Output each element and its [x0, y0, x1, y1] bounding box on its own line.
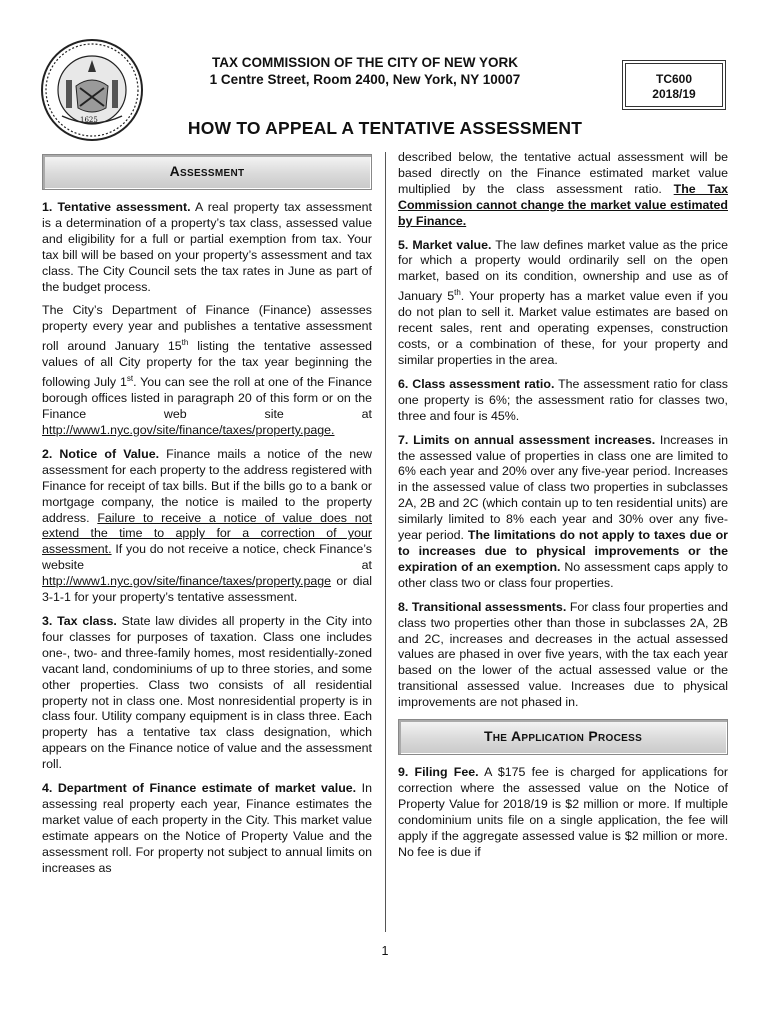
- section-heading-application-process: The Application Process: [398, 719, 728, 755]
- paragraph-7-heading: 7. Limits on annual assessment increases.: [398, 432, 656, 447]
- paragraph-1-heading: 1. Tentative assessment.: [42, 200, 191, 214]
- paragraph-3: 3. Tax class. State law divides all property in the City into four classes for purposes of taxation. Class one includes one-, two- and three-family homes, most residentially-zoned vacant land, condominiums of up to three stories, and some other properties. Class two consists of all residential property not in class one. Most nonresidential property is in class four. Utility company equipment is in class three. Each property has a tentative tax class designation, which appears on the Finance notice of value and the assessment roll.: [42, 614, 372, 772]
- paragraph-6-heading: 6. Class assessment ratio.: [398, 376, 555, 391]
- right-column: [398, 150, 728, 868]
- paragraph-3-heading: 3. Tax class.: [42, 614, 117, 628]
- org-address: 1 Centre Street, Room 2400, New York, NY 10007: [209, 72, 521, 87]
- paragraph-1b: The City’s Department of Finance (Finance) assesses property every year and publishes a tentative assessment roll around January 15th listing the tentative assessed values of all City property for the tax year beginning the following July 1st. You can see the roll at one of the Finance borough offices listed in paragraph 20 of this form or on the Finance web site at http://www1.nyc.gov/site/finance/taxes/property.page.: [42, 303, 373, 438]
- paragraph-5: 5. Market value. The law defines market value as the price for which a property would ordinarily sell on the open market, based on its condition, ownership and use as of January 5th. Your property has a market value even if you do not plan to sell it. Market value estimates are based on recent sales, rent and operating expenses, construction costs, or a combination of these, for your property and similar properties in the area.: [398, 237, 729, 367]
- paragraph-9-heading: 9. Filing Fee.: [398, 765, 479, 780]
- paragraph-4: 4. Department of Finance estimate of market value. In assessing real property each year, Finance estimates the market value of each property in the City. This market value estimate appears on the Notice of Property Value and the assessment roll. For property not subject to annual limits on increases as: [42, 781, 372, 875]
- paragraph-8-heading: 8. Transitional assessments.: [398, 599, 567, 614]
- left-column: [42, 150, 372, 885]
- section-heading-assessment: Assessment: [42, 154, 372, 190]
- page-header: [150, 54, 580, 88]
- finance-roll-link[interactable]: http://www1.nyc.gov/site/finance/taxes/property.page.: [42, 423, 335, 438]
- form-id-box: [622, 60, 726, 110]
- paragraph-8: 8. Transitional assessments. For class four properties and class two properties other than those in subclasses 2A, 2B and 2C, increases and decreases in the actual assessed values are phased in over five years, with the tax each year based on the lower of the actual assessed value or the transitional assessed value. Increases due to physical improvements are not phased in.: [398, 599, 729, 710]
- paragraph-5-heading: 5. Market value.: [398, 237, 492, 252]
- page-title: HOW TO APPEAL A TENTATIVE ASSESSMENT: [187, 118, 583, 138]
- paragraph-6: 6. Class assessment ratio. The assessment ratio for class one property is 6%; the assessment ratio for classes two, three and four is 45%.: [398, 376, 728, 423]
- form-year: 2018/19: [652, 87, 696, 101]
- paragraph-7: 7. Limits on annual assessment increases. Increases in the assessed value of properties in class one are limited to 6% each year and 20% over any five-year period. Increases in the assessed value of class two properties in subclasses 2A, 2B and 2C (which contain up to ten residential units) are similarly limited to 8% each year and 30% over any five-year period. The limitations do not apply to taxes due or to increases due to physical improvements or the expiration of an exemption. No assessment caps apply to other class two or class four properties.: [398, 432, 728, 590]
- finance-website-link[interactable]: http://www1.nyc.gov/site/finance/taxes/property.page: [42, 574, 332, 589]
- seal-year: 1625: [80, 116, 98, 124]
- paragraph-4-heading: 4. Department of Finance estimate of market value.: [42, 781, 357, 796]
- paragraph-2-heading: 2. Notice of Value.: [42, 446, 160, 461]
- paragraph-9: 9. Filing Fee. A $175 fee is charged for applications for correction where the assessed value on the Notice of Property Value for 2018/19 is $2 million or more. If multiple condominium units file on a single application, the fee will apply if the aggregate assessed value is $2 million or more. No fee is due if: [398, 765, 728, 859]
- column-divider: [385, 152, 386, 932]
- paragraph-1: 1. Tentative assessment. A real property tax assessment is a determination of a property’s tax class, assessed value and eligibility for a full or partial exemption from tax. Your tax bill will be based on your property’s assessment and tax class. The City Council sets the tax rates in June as part of the budget process.: [42, 200, 372, 294]
- org-name: TAX COMMISSION OF THE CITY OF NEW YORK: [211, 55, 518, 70]
- paragraph-4-continued: described below, the tentative actual assessment will be based directly on the Finance estimated market value multiplied by the class assessment ratio. The Tax Commission cannot change the market value estimated by Finance.: [398, 150, 728, 228]
- page-number: 1: [381, 944, 389, 958]
- form-code: TC600: [655, 72, 693, 86]
- paragraph-2: 2. Notice of Value. Finance mails a notice of the new assessment for each property to the address registered with Finance for receipt of tax bills. But if the bills go to a bank or mortgage company, the notice is mailed to the property address. Failure to receive a notice of value does not extend the time to apply for a correction of your assessment. If you do not receive a notice, check Finance’s website at http://www1.nyc.gov/site/finance/taxes/property.page or dial 3-1-1 for your property’s tentative assessment.: [42, 446, 372, 605]
